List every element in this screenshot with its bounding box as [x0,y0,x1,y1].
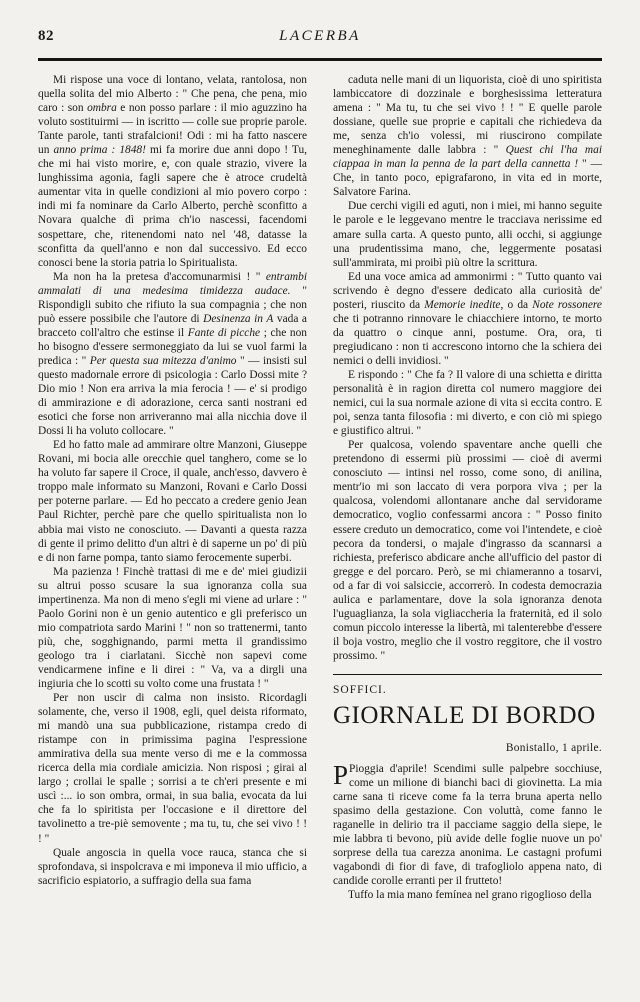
paragraph: Ma pazienza ! Finchè trattasi di me e de' miei giudizii su altrui posso scusare la sua ignoranza colla sua impertinenza. Ma non di meno s'egli mi viene ad urlare : " Paolo Gorini non è un genio autentico e gli preferisco un mio compatriota sardo Marini ! " non so trattenermi, tanto più, che, sogghignando, parmi metta il grandissimo geologo tra i ciarlatani. Sicchè non sapevi come vendicarmene infine e li direi : " Va, va a dirgli una ingiuria che lo scotti su volto come una frustata ! " [38,565,307,691]
paragraph: Ed una voce amica ad ammonirmi : " Tutto quanto vai scrivendo è degno d'essere dedicato alla curiosità de' posteri, riuscito da Memorie inedite, o da Note rossonere che ti potranno rinnovare le chiacchiere intorno, te morto da quattro o cinque anni, postume. Ora, ora, ti pregiudicano : non ti accrescono intorno che la schiera dei nemici o delli invidiosi. " [333,270,602,367]
header-rule [38,58,602,61]
paragraph-text: Pioggia d'aprile! Scendimi sulle palpebre socchiuse, come un milione di bianchi baci di giovinetta. La mia carne sana ti riceve come fa la terra bruna aperta nello spasimo della gestazione. Con voluttà, come fanno le raganelle in delirio tra il pacciame saggio della siepe, le mie labbra ti bevono, più avide delle foglie nuove un po' sorprese della tua carezza anonima. Le castagni profumi vagabondi di fior di fave, di trafogliolo appena nato, di candide corolle erranti per il frutteto! [333,762,602,888]
body-columns [38,73,602,973]
paragraph: Ed ho fatto male ad ammirare oltre Manzoni, Giuseppe Rovani, mi bocia alle orecchie quel tanghero, come se lo ha voluto far sapere il Croce, il quale, anch'esso, davvero è troppo male informato su Manzoni, Rovani e Carlo Dossi per poterne parlare. — Ed ho peccato a credere genio Jean Paul Richter, perchè pare che quello spiritualista non lo abbia mai visto ne conosciuto. — Davanti a questa razza di gente il primo delitto d'un altri è di saperne un po' di più e di non farne pompa, tanto siamo ferocemente superbi. [38,439,307,564]
paragraph: caduta nelle mani di un liquorista, cioè di uno spiritista lambiccatore di dozzinale e borghesissima letteratura amena : " Ma tu, tu che sei vivo ! ! " E quelle parole dossiane, quelle sue proprie e capitali che richiedeva da me, senza ch'io volessi, mi riuscirono compilate meneghinamente dalle labbra : " Quest chi l'ha mai ciappaa in man la penna de la part della cannetta ! " — Che, in tanto poco, epigrafarono, in vita ed in morte, Salvatore Farina. [333,74,602,199]
folio-number: 82 [38,28,54,44]
dateline: Bonistallo, 1 aprile. [505,741,602,754]
paragraph: Quale angoscia in quella voce rauca, stanca che si sprofondava, si inspolcrava e mi imponeva il mio ufficio, a sacrificio espiatorio, a suffragio della sua fama [38,846,307,887]
section-title: GIORNALE DI BORDO [333,701,596,729]
section-divider [333,674,602,675]
paragraph: Due cerchi vigili ed aguti, non i miei, mi hanno seguite le parole e le leggevano mentre le tracciava nerissime ed amare sulla carta. A questo punto, alli occhi, si aggiunge una prudentissima mano, che, leggermente posatasi sull'ammirata, mi proibì più oltre la scrittura. [333,200,602,269]
paragraph: E rispondo : " Che fa ? Il valore di una schietta e diritta personalità è in ragion diretta col numero maggiore dei nemici, cui la sua normale azione di vita si eccita contro. E poi, senza tanta filosofia : mi diverto, e con ciò mi spiego e giustifico altrui. " [333,368,602,438]
paragraph: Per qualcosa, volendo spaventare anche quelli che pretendono di essermi più prossimi — cioè di avermi conosciuto — intinsi nel rosso, come sono, di anilina, mentr'io mi son laccato di vera porpora viva ; per la qualcosa, volendomi allontanare anche dal servidorame democratico, voglio confessarmi ancora : " Posso finito essere creduto un democratico, come voi l'intendete, e cioè pecora da tondersi, o majale d'ingrasso da scannarsi a richiesta, preferisco abdicare anche all'ufficio del pastor di gregge e del porcaro. Però, se mi chiameranno a tosarvi, od a far di voi salsiccie, accorrerò. In codesta democrazia aulica e parlamentare, dove la sola ignoranza denota l'uguaglianza, la sola vigliaccheria la fraternità, ed il solo comun piccolo interesse la libertà, mi talenterebbe d'essere il boja vostro, meglio che il vostro reggitore, che il vostro prossimo. " [333,439,602,662]
page-header [38,28,602,54]
paragraph: Mi rispose una voce di lontano, velata, rantolosa, non quella solita del mio Alberto : " Che pena, che pena, mio caro : son ombra e non posso parlare : il mio aguzzino ha voluto sostituirmi — in iscritto — colle sue proprie parole. Tante parole, tanti strafalcioni! Odi : mi ha fatto nascere un anno prima : 1848! mi fa morire due anni dopo ! Tu, che mi hai visto morire, e, con quale strazio, vivere la lunghissima agonia, fagli sapere che è atroce crudeltà aumentar vita in quelle condizioni al mio povero corpo : indi mi fa nominare da Carlo Alberto, perchè sconfitto a Novara qualche dì prima ch'io nascessi, facendomi sospettare, che, ritenendomi nato nel '48, datasse la sconfitta da quell'anno e non dal successivo. Ed ecco conosci bene la storia patria lo Spiritualista. [38,74,307,269]
paragraph: Ma non ha la pretesa d'accomunarmisi ! " entrambi ammalati di una medesima timidezza audace. " Rispondigli subito che rifiuto la sua compagnia ; che non può essere possibile che l'autore di Desinenza in A vada a bracceto coll'altro che estinse il Fante di picche ; che non ho bisogno d'essere sermoneggiato da lui se vuol farmi la predica : " Per questa sua mitezza d'animo " — insisti sul questo madornale errore di psicologia : Carlo Dossi mite ? Dio mio ! Non era arriva la mia ferocia ! — e' si prodigo di ammirazione e di adorazione, cerca santi nostrani ed esotici che forse non arriveranno mai alla nicchia dove il Dossi li ha voluto collocare. " [38,270,308,438]
right-column [333,73,602,973]
left-column [38,73,307,973]
byline: SOFFICI. [333,683,387,696]
paragraph-with-dropcap [333,759,602,888]
running-title: LACERBA [279,28,361,44]
paragraph: Tuffo la mia mano femínea nel grano rigoglioso della [348,889,592,902]
paragraph: Per non uscir di calma non insisto. Ricordagli solamente, che, verso il 1908, egli, quel deista riformato, mi mandò una sua pubblicazione, ristampa credo di ristampe con in primissima pagina l'espressione ammirativa della sua mente verso di me e la commossa ricerca della mia cordiale amicizia. Non risposi ; girai al largo ; crollai le spalle ; sorrisi a te ch'eri presente e mi uscì :... io son ombra, ormai, in sua balia, evocata da lui che fa lo spiritista per l'occasione e il direttore del tavolinetto a tre-piè semovente ; ma tu, tu, che sei vivo ! ! ! " [38,692,307,845]
drop-capital: P [333,759,349,790]
